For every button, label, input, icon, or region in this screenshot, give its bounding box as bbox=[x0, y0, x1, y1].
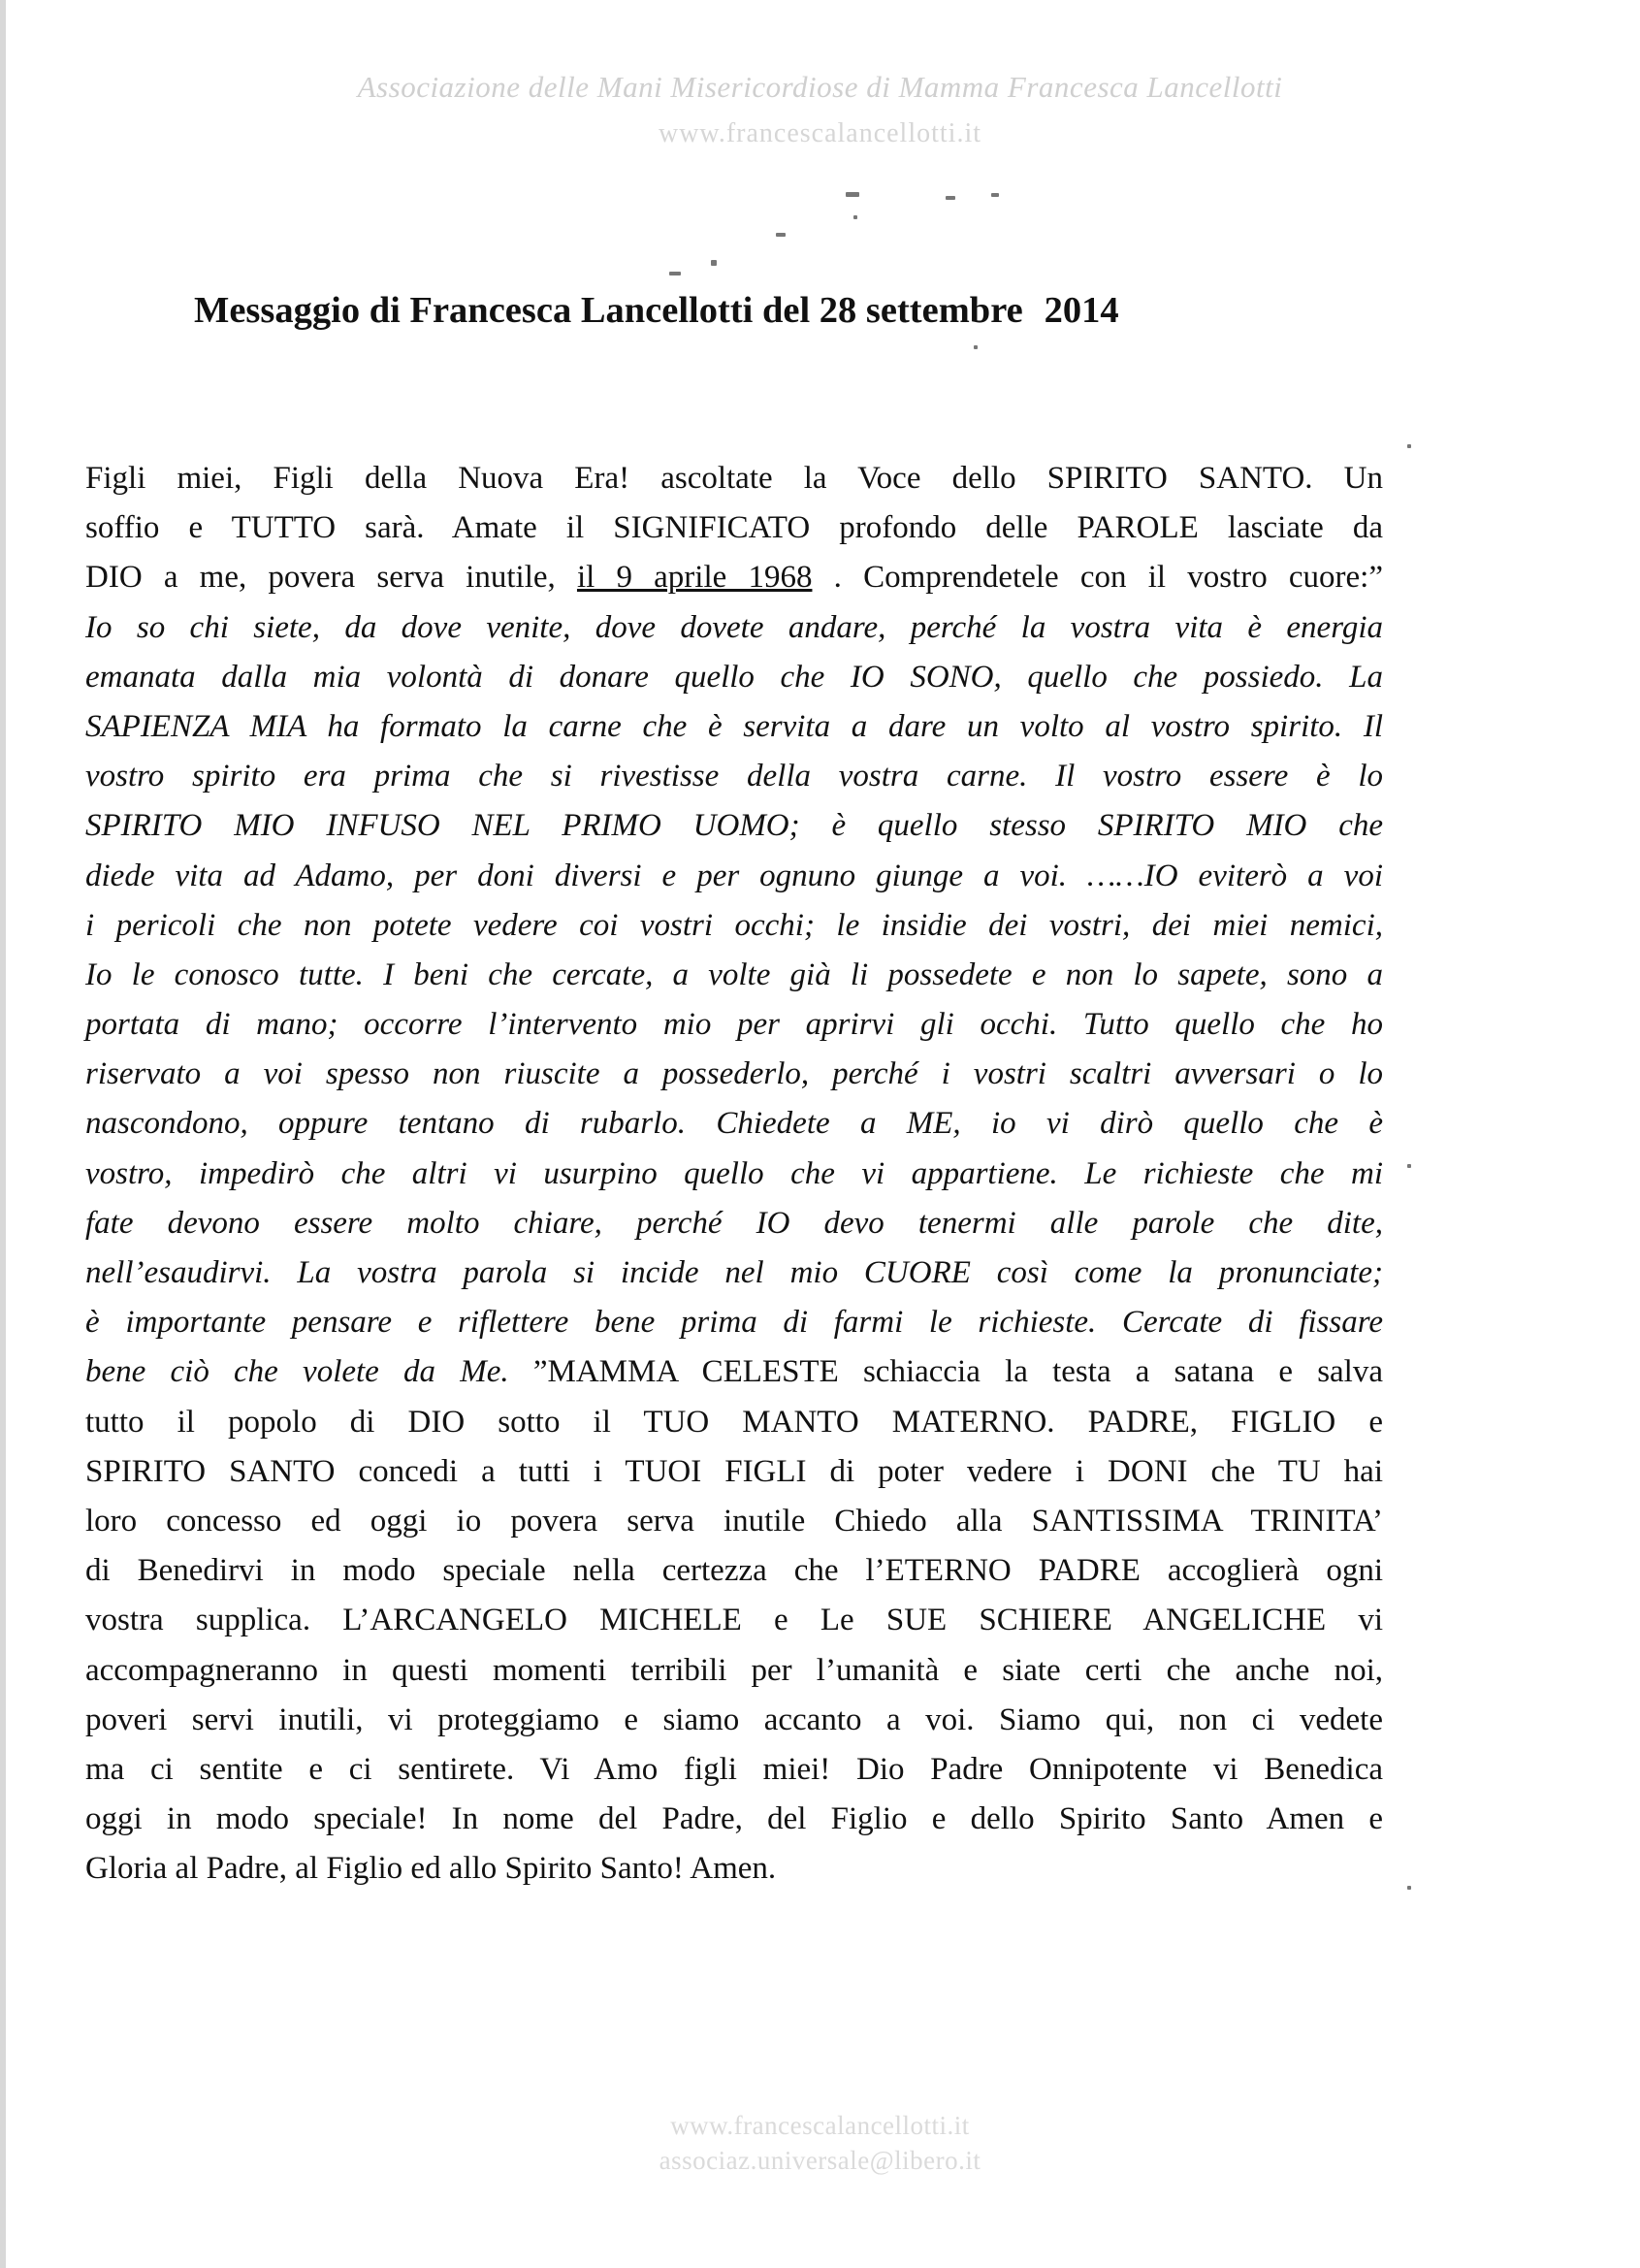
text-line: diede vita ad Adamo, per doni diversi e per ognuno giunge a voi. ……IO eviterò a voi bbox=[85, 858, 1383, 893]
page-title bbox=[194, 289, 1119, 332]
scan-speck bbox=[946, 196, 955, 200]
text-line: nascondono, oppure tentano di rubarlo. Chiedete a ME, io vi dirò quello che è bbox=[85, 1106, 1383, 1142]
text-line: SPIRITO SANTO concedi a tutti i TUOI FIGLI di poter vedere i DONI che TU hai bbox=[85, 1453, 1383, 1489]
text-line: SAPIENZA MIA ha formato la carne che è servita a dare un volto al vostro spirito. Il bbox=[85, 708, 1383, 744]
title-year: 2014 bbox=[1044, 290, 1119, 331]
text-segment: bene ciò che volete da Me. bbox=[85, 1354, 533, 1390]
text-line: Gloria al Padre, al Figlio ed allo Spirito Santo! Amen. bbox=[85, 1851, 777, 1887]
scan-speck bbox=[1407, 1886, 1411, 1890]
scan-speck bbox=[991, 193, 999, 197]
date-underlined: il 9 aprile 1968 bbox=[576, 560, 813, 596]
scan-speck bbox=[853, 215, 857, 219]
text-line: oggi in modo speciale! In nome del Padre, del Figlio e dello Spirito Santo Amen e bbox=[85, 1801, 1383, 1837]
title-text: Messaggio di Francesca Lancellotti del 28 settembre bbox=[194, 290, 1023, 331]
scan-speck bbox=[1407, 444, 1411, 448]
text-line: loro concesso ed oggi io povera serva inutile Chiedo alla SANTISSIMA TRINITA’ bbox=[85, 1503, 1383, 1539]
text-line: ma ci sentite e ci sentirete. Vi Amo figli miei! Dio Padre Onnipotente vi Benedica bbox=[85, 1751, 1383, 1787]
text-line: accompagneranno in questi momenti terribili per l’umanità e siate certi che anche noi, bbox=[85, 1652, 1383, 1688]
text-line: poveri servi inutili, vi proteggiamo e siamo accanto a voi. Siamo qui, non ci vedete bbox=[85, 1701, 1383, 1737]
text-line: portata di mano; occorre l’intervento mio per aprirvi gli occhi. Tutto quello che ho bbox=[85, 1007, 1383, 1043]
text-line: soffio e TUTTO sarà. Amate il SIGNIFICATO profondo delle PAROLE lasciate da bbox=[85, 510, 1383, 546]
header-organization: Associazione delle Mani Misericordiose di Mamma Francesca Lancellotti bbox=[357, 70, 1283, 104]
text-line: Io le conosco tutte. I beni che cercate, a volte già li possedete e non lo sapete, sono a bbox=[85, 956, 1383, 992]
text-segment: ”MAMMA CELESTE schiaccia la testa a satana e salva bbox=[532, 1354, 1383, 1390]
scan-speck bbox=[846, 192, 859, 197]
scan-speck bbox=[974, 345, 978, 349]
text-line bbox=[85, 553, 1383, 602]
text-line bbox=[85, 1347, 1383, 1397]
text-line: nell’esaudirvi. La vostra parola si incide nel mio CUORE così come la pronunciate; bbox=[85, 1255, 1383, 1290]
footer-website: www.francescalancellotti.it bbox=[670, 2111, 970, 2140]
text-line: di Benedirvi in modo speciale nella certezza che l’ETERNO PADRE accoglierà ogni bbox=[85, 1553, 1383, 1589]
text-line: emanata dalla mia volontà di donare quello che IO SONO, quello che possiedo. La bbox=[85, 659, 1383, 695]
text-line: vostro, impedirò che altri vi usurpino quello che vi appartiene. Le richieste che mi bbox=[85, 1155, 1383, 1191]
footer-email: associaz.universale@libero.it bbox=[659, 2146, 981, 2175]
text-segment: . Comprendetele con il vostro cuore:” bbox=[812, 560, 1383, 596]
scan-speck bbox=[669, 272, 681, 275]
text-segment: DIO a me, povera serva inutile, bbox=[85, 560, 577, 596]
text-line: Figli miei, Figli della Nuova Era! ascoltate la Voce dello SPIRITO SANTO. Un bbox=[85, 461, 1383, 496]
header-website: www.francescalancellotti.it bbox=[658, 118, 982, 148]
message-body bbox=[85, 454, 1383, 1894]
text-line: riservato a voi spesso non riuscite a possederlo, perché i vostri scaltri avversari o lo bbox=[85, 1056, 1383, 1092]
text-line: vostro spirito era prima che si rivestisse della vostra carne. Il vostro essere è lo bbox=[85, 759, 1383, 794]
text-line: è importante pensare e riflettere bene prima di farmi le richieste. Cercate di fissare bbox=[85, 1305, 1383, 1341]
text-line: fate devono essere molto chiare, perché IO devo tenermi alle parole che dite, bbox=[85, 1205, 1383, 1241]
text-line: i pericoli che non potete vedere coi vostri occhi; le insidie dei vostri, dei miei nemici, bbox=[85, 907, 1383, 943]
text-line: SPIRITO MIO INFUSO NEL PRIMO UOMO; è quello stesso SPIRITO MIO che bbox=[85, 808, 1383, 844]
text-line: tutto il popolo di DIO sotto il TUO MANTO MATERNO. PADRE, FIGLIO e bbox=[85, 1404, 1383, 1440]
scan-speck bbox=[776, 233, 786, 237]
text-line: Io so chi siete, da dove venite, dove dovete andare, perché la vostra vita è energia bbox=[85, 609, 1383, 645]
scan-edge bbox=[0, 0, 6, 2268]
scan-speck bbox=[711, 260, 717, 266]
scan-speck bbox=[1407, 1164, 1411, 1168]
text-line: vostra supplica. L’ARCANGELO MICHELE e Le SUE SCHIERE ANGELICHE vi bbox=[85, 1603, 1383, 1638]
